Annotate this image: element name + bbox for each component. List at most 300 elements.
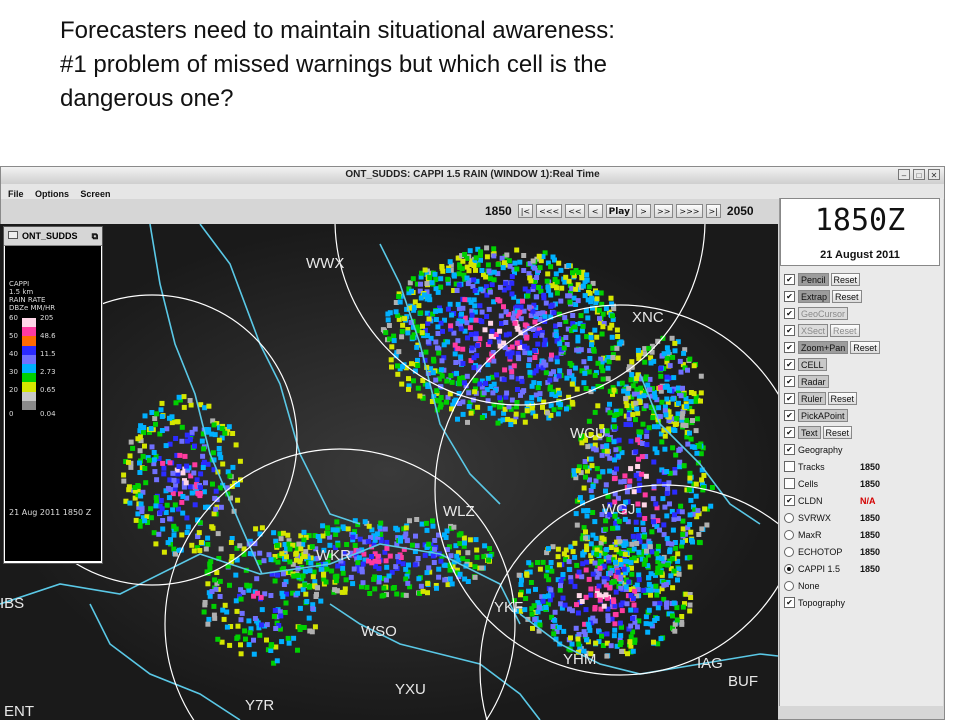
echo-pixel xyxy=(602,579,607,584)
echo-pixel xyxy=(488,406,493,411)
echo-pixel xyxy=(460,347,465,352)
echo-pixel xyxy=(132,485,137,490)
echo-pixel xyxy=(515,400,520,405)
echo-pixel xyxy=(522,344,527,349)
echo-pixel xyxy=(582,486,587,491)
echo-pixel xyxy=(660,400,665,405)
echo-pixel xyxy=(387,574,392,579)
echo-pixel xyxy=(268,648,273,653)
echo-pixel xyxy=(465,374,470,379)
echo-pixel xyxy=(534,294,539,299)
echo-pixel xyxy=(623,541,628,546)
echo-pixel xyxy=(551,631,556,636)
text-reset-button[interactable]: Reset xyxy=(823,426,853,439)
echo-pixel xyxy=(405,330,410,335)
echo-pixel xyxy=(215,637,220,642)
zoom-pan-checkbox[interactable]: ✔ xyxy=(784,342,795,353)
echo-pixel xyxy=(457,541,462,546)
echo-pixel xyxy=(440,329,445,334)
echo-pixel xyxy=(614,467,619,472)
echo-pixel xyxy=(637,512,642,517)
window-titlebar[interactable] xyxy=(1,167,944,185)
topography-checkbox[interactable]: ✔ xyxy=(784,597,795,608)
echo-pixel xyxy=(369,554,374,559)
echo-pixel xyxy=(449,313,454,318)
echo-pixel xyxy=(185,433,190,438)
echo-pixel xyxy=(561,629,566,634)
echo-pixel xyxy=(540,405,545,410)
echo-pixel xyxy=(617,438,622,443)
color-swatch xyxy=(22,382,36,391)
echo-pixel xyxy=(664,469,669,474)
cells-checkbox[interactable] xyxy=(784,478,795,489)
echo-pixel xyxy=(406,387,411,392)
menu-bar xyxy=(1,184,944,199)
echo-pixel xyxy=(662,505,667,510)
echo-pixel xyxy=(708,504,713,509)
echo-pixel xyxy=(549,392,554,397)
echo-pixel xyxy=(424,521,429,526)
last-frame-button[interactable]: >| xyxy=(706,204,721,218)
echo-pixel xyxy=(662,351,667,356)
echo-pixel xyxy=(501,304,506,309)
color-swatch xyxy=(22,318,36,327)
text-tool-button[interactable]: Text xyxy=(798,426,821,439)
cell-tool-button[interactable]: CELL xyxy=(798,358,827,371)
cell-checkbox[interactable]: ✔ xyxy=(784,359,795,370)
echo-pixel xyxy=(219,546,224,551)
maxr-time-value: 1850 xyxy=(860,529,881,540)
maximize-icon[interactable]: □ xyxy=(913,169,925,180)
echo-pixel xyxy=(273,626,278,631)
echo-pixel xyxy=(469,318,474,323)
echo-pixel xyxy=(205,622,210,627)
echo-pixel xyxy=(238,642,243,647)
echo-pixel xyxy=(432,560,437,565)
echo-pixel xyxy=(599,291,604,296)
echo-pixel xyxy=(403,577,408,582)
echo-pixel xyxy=(618,621,623,626)
echo-pixel xyxy=(419,584,424,589)
echo-pixel xyxy=(275,658,280,663)
echo-pixel xyxy=(642,534,647,539)
echo-pixel xyxy=(455,288,460,293)
echo-pixel xyxy=(672,490,677,495)
echo-pixel xyxy=(644,474,649,479)
pencil-tool-button[interactable]: Pencil xyxy=(798,273,829,286)
echo-pixel xyxy=(504,253,509,258)
echo-pixel xyxy=(141,425,146,430)
echo-pixel xyxy=(419,296,424,301)
echo-pixel xyxy=(525,408,530,413)
pickapoint-checkbox[interactable]: ✔ xyxy=(784,410,795,421)
echo-pixel xyxy=(673,453,678,458)
echo-pixel xyxy=(324,580,329,585)
echo-pixel xyxy=(662,385,667,390)
radar-tool-button[interactable]: Radar xyxy=(798,375,829,388)
echo-pixel xyxy=(486,558,491,563)
echo-pixel xyxy=(286,636,291,641)
echo-pixel xyxy=(538,265,543,270)
echo-pixel xyxy=(128,465,133,470)
echo-pixel xyxy=(202,610,207,615)
echo-pixel xyxy=(416,303,421,308)
forward-button[interactable]: >> xyxy=(654,204,673,218)
pickapoint-tool-button[interactable]: PickAPoint xyxy=(798,409,848,422)
echo-pixel xyxy=(664,397,669,402)
echo-pixel xyxy=(126,460,131,465)
close-icon[interactable]: ✕ xyxy=(928,169,940,180)
first-frame-button[interactable]: |< xyxy=(518,204,533,218)
echo-pixel xyxy=(670,445,675,450)
echo-pixel xyxy=(257,551,262,556)
legend-date: 21 Aug 2011 1850 Z xyxy=(9,508,92,517)
extrap-tool-button[interactable]: Extrap xyxy=(798,290,830,303)
echo-pixel xyxy=(590,484,595,489)
echo-pixel xyxy=(462,577,467,582)
echo-pixel xyxy=(660,556,665,561)
zoom-pan-reset-button[interactable]: Reset xyxy=(850,341,880,354)
echo-pixel xyxy=(367,591,372,596)
echo-pixel xyxy=(665,356,670,361)
echo-pixel xyxy=(199,540,204,545)
echo-pixel xyxy=(587,628,592,633)
play-button[interactable]: Play xyxy=(606,204,633,218)
cldn-checkbox[interactable]: ✔ xyxy=(784,495,795,506)
maxr-radio[interactable] xyxy=(784,530,794,540)
tracks-checkbox[interactable] xyxy=(784,461,795,472)
menu-options[interactable]: Options xyxy=(34,189,69,199)
radar-site-label: WWX xyxy=(306,255,345,272)
echo-pixel xyxy=(658,374,663,379)
legend-titlebar[interactable] xyxy=(4,227,102,246)
echo-pixel xyxy=(688,603,693,608)
echo-pixel xyxy=(510,291,515,296)
echo-pixel xyxy=(192,462,197,467)
cldn-label: CLDN xyxy=(798,495,823,506)
ruler-checkbox[interactable]: ✔ xyxy=(784,393,795,404)
extrap-reset-button[interactable]: Reset xyxy=(832,290,862,303)
echo-pixel xyxy=(388,554,393,559)
echo-pixel xyxy=(612,621,617,626)
dbz-tick-label: 30 xyxy=(9,368,18,376)
echo-pixel xyxy=(384,565,389,570)
minimize-icon[interactable]: – xyxy=(898,169,910,180)
echo-pixel xyxy=(285,533,290,538)
echo-pixel xyxy=(497,405,502,410)
echo-pixel xyxy=(567,559,572,564)
echo-pixel xyxy=(532,266,537,271)
echo-pixel xyxy=(663,434,668,439)
echo-pixel xyxy=(689,538,694,543)
legend-product: CAPPI xyxy=(9,280,30,288)
echo-pixel xyxy=(413,534,418,539)
radar-site-label: IBS xyxy=(0,595,25,612)
echo-pixel xyxy=(688,530,693,535)
echo-pixel xyxy=(239,617,244,622)
echo-pixel xyxy=(598,559,603,564)
echo-pixel xyxy=(378,521,383,526)
echo-pixel xyxy=(531,259,536,264)
echo-pixel xyxy=(606,376,611,381)
echo-pixel xyxy=(619,339,624,344)
echo-pixel xyxy=(291,636,296,641)
echo-pixel xyxy=(574,602,579,607)
echo-pixel xyxy=(526,363,531,368)
echo-pixel xyxy=(504,391,509,396)
echo-pixel xyxy=(272,614,277,619)
echo-pixel xyxy=(424,281,429,286)
echo-pixel xyxy=(413,562,418,567)
ruler-tool-button[interactable]: Ruler xyxy=(798,392,826,405)
echo-pixel xyxy=(531,380,536,385)
echo-pixel xyxy=(699,374,704,379)
radar-checkbox[interactable]: ✔ xyxy=(784,376,795,387)
echo-pixel xyxy=(675,618,680,623)
echo-pixel xyxy=(515,327,520,332)
echo-pixel xyxy=(251,638,256,643)
echo-pixel xyxy=(589,342,594,347)
echo-pixel xyxy=(435,346,440,351)
echo-pixel xyxy=(139,509,144,514)
extrap-checkbox[interactable]: ✔ xyxy=(784,291,795,302)
pencil-checkbox[interactable]: ✔ xyxy=(784,274,795,285)
echo-pixel xyxy=(659,636,664,641)
dbz-tick-label: 60 xyxy=(9,314,18,322)
echo-pixel xyxy=(298,546,303,551)
echo-pixel xyxy=(503,281,508,286)
echo-pixel xyxy=(647,608,652,613)
echo-pixel xyxy=(624,422,629,427)
echo-pixel xyxy=(575,335,580,340)
echo-pixel xyxy=(583,475,588,480)
echo-pixel xyxy=(391,586,396,591)
echo-pixel xyxy=(549,569,554,574)
echo-pixel xyxy=(465,420,470,425)
echo-pixel xyxy=(644,442,649,447)
fast-forward-button[interactable]: >>> xyxy=(676,204,702,218)
echo-pixel xyxy=(387,337,392,342)
echo-pixel xyxy=(625,651,630,656)
echo-pixel xyxy=(613,447,618,452)
echo-pixel xyxy=(488,339,493,344)
echo-pixel xyxy=(678,504,683,509)
menu-file[interactable]: File xyxy=(8,189,24,199)
echo-pixel xyxy=(584,568,589,573)
echo-pixel xyxy=(265,622,270,627)
echo-pixel xyxy=(618,633,623,638)
echotop-radio[interactable] xyxy=(784,547,794,557)
echo-pixel xyxy=(440,374,445,379)
echo-pixel xyxy=(335,564,340,569)
echo-pixel xyxy=(612,388,617,393)
echo-pixel xyxy=(689,390,694,395)
echo-pixel xyxy=(319,567,324,572)
echo-pixel xyxy=(490,282,495,287)
echo-pixel xyxy=(582,525,587,530)
xsect-checkbox[interactable]: ✔ xyxy=(784,325,795,336)
echo-pixel xyxy=(529,395,534,400)
echo-pixel xyxy=(460,259,465,264)
echo-pixel xyxy=(558,588,563,593)
echo-pixel xyxy=(636,535,641,540)
echo-pixel xyxy=(611,599,616,604)
none-radio[interactable] xyxy=(784,581,794,591)
echo-pixel xyxy=(544,370,549,375)
echo-pixel xyxy=(159,407,164,412)
xsect-reset-button[interactable]: Reset xyxy=(830,324,860,337)
echo-pixel xyxy=(425,570,430,575)
echo-pixel xyxy=(468,325,473,330)
echo-pixel xyxy=(440,266,445,271)
geocursor-tool-button[interactable]: GeoCursor xyxy=(798,307,848,320)
echo-pixel xyxy=(170,420,175,425)
echo-pixel xyxy=(479,319,484,324)
echo-pixel xyxy=(185,530,190,535)
ruler-reset-button[interactable]: Reset xyxy=(828,392,858,405)
echo-pixel xyxy=(496,421,501,426)
echo-pixel xyxy=(635,624,640,629)
echo-pixel xyxy=(343,586,348,591)
echo-pixel xyxy=(458,572,463,577)
echo-pixel xyxy=(532,617,537,622)
echo-pixel xyxy=(344,577,349,582)
echo-pixel xyxy=(605,631,610,636)
layer-row xyxy=(784,390,940,407)
echo-pixel xyxy=(589,335,594,340)
echo-pixel xyxy=(572,325,577,330)
echo-pixel xyxy=(580,328,585,333)
echo-pixel xyxy=(628,624,633,629)
echo-pixel xyxy=(488,321,493,326)
echo-pixel xyxy=(318,599,323,604)
echo-pixel xyxy=(648,377,653,382)
cells-label: Cells xyxy=(798,478,819,489)
echo-pixel xyxy=(563,603,568,608)
echo-pixel xyxy=(454,554,459,559)
radar-map[interactable] xyxy=(0,224,778,720)
echo-pixel xyxy=(634,541,639,546)
back-button[interactable]: << xyxy=(565,204,584,218)
echo-pixel xyxy=(679,620,684,625)
echo-pixel xyxy=(659,439,664,444)
echo-pixel xyxy=(612,457,617,462)
echo-pixel xyxy=(547,378,552,383)
echo-pixel xyxy=(350,535,355,540)
echo-pixel xyxy=(593,410,598,415)
mmhr-tick-label: 0.04 xyxy=(40,410,56,418)
echo-pixel xyxy=(153,541,158,546)
fast-back-button[interactable]: <<< xyxy=(536,204,562,218)
zoom-pan-tool-button[interactable]: Zoom+Pan xyxy=(798,341,848,354)
echo-pixel xyxy=(414,517,419,522)
echo-pixel xyxy=(680,386,685,391)
echo-pixel xyxy=(658,414,663,419)
echo-pixel xyxy=(558,402,563,407)
echo-pixel xyxy=(219,505,224,510)
echo-pixel xyxy=(685,442,690,447)
echo-pixel xyxy=(581,508,586,513)
echo-pixel xyxy=(273,579,278,584)
echo-pixel xyxy=(584,308,589,313)
echo-pixel xyxy=(170,471,175,476)
step-back-button[interactable]: < xyxy=(588,204,603,218)
echo-pixel xyxy=(694,428,699,433)
menu-screen[interactable]: Screen xyxy=(80,189,111,199)
radar-site-label: WCU xyxy=(570,425,606,442)
radar-site-label: YHM xyxy=(563,651,597,668)
echo-pixel xyxy=(184,464,189,469)
layer-row xyxy=(784,492,940,509)
echo-pixel xyxy=(137,461,142,466)
echo-pixel xyxy=(191,471,196,476)
pencil-reset-button[interactable]: Reset xyxy=(831,273,861,286)
echo-pixel xyxy=(568,635,573,640)
echo-pixel xyxy=(654,593,659,598)
echo-pixel xyxy=(160,527,165,532)
echo-pixel xyxy=(670,613,675,618)
echo-pixel xyxy=(149,515,154,520)
text-checkbox[interactable]: ✔ xyxy=(784,427,795,438)
restore-icon[interactable]: ⧉ xyxy=(91,231,98,241)
echo-pixel xyxy=(239,651,244,656)
echo-pixel xyxy=(674,422,679,427)
echo-pixel xyxy=(533,320,538,325)
cappi-1-5-radio[interactable] xyxy=(784,564,794,574)
echo-pixel xyxy=(590,463,595,468)
echo-pixel xyxy=(629,542,634,547)
echo-pixel xyxy=(554,285,559,290)
echo-pixel xyxy=(543,605,548,610)
echo-pixel xyxy=(410,335,415,340)
legend-window[interactable] xyxy=(3,226,103,564)
echo-pixel xyxy=(657,479,662,484)
echo-pixel xyxy=(571,549,576,554)
echo-pixel xyxy=(499,321,504,326)
echo-pixel xyxy=(471,277,476,282)
svrwx-radio[interactable] xyxy=(784,513,794,523)
echo-pixel xyxy=(553,610,558,615)
geography-checkbox[interactable]: ✔ xyxy=(784,444,795,455)
layer-row xyxy=(784,373,940,390)
echo-pixel xyxy=(610,526,615,531)
echo-pixel xyxy=(591,446,596,451)
echo-pixel xyxy=(425,590,430,595)
echo-pixel xyxy=(627,479,632,484)
echo-pixel xyxy=(483,381,488,386)
echo-pixel xyxy=(211,604,216,609)
echo-pixel xyxy=(619,603,624,608)
echo-pixel xyxy=(381,593,386,598)
color-swatch xyxy=(22,355,36,364)
echo-pixel xyxy=(453,343,458,348)
echo-pixel xyxy=(301,538,306,543)
step-forward-button[interactable]: > xyxy=(636,204,651,218)
echo-pixel xyxy=(558,601,563,606)
echo-pixel xyxy=(668,363,673,368)
echo-pixel xyxy=(316,534,321,539)
echo-pixel xyxy=(188,437,193,442)
echo-pixel xyxy=(676,401,681,406)
echo-pixel xyxy=(448,259,453,264)
echo-pixel xyxy=(206,617,211,622)
echo-pixel xyxy=(491,253,496,258)
echo-pixel xyxy=(592,349,597,354)
xsect-tool-button[interactable]: XSect xyxy=(798,324,828,337)
echo-pixel xyxy=(606,555,611,560)
geocursor-checkbox[interactable]: ✔ xyxy=(784,308,795,319)
color-scale-bar xyxy=(22,318,36,410)
